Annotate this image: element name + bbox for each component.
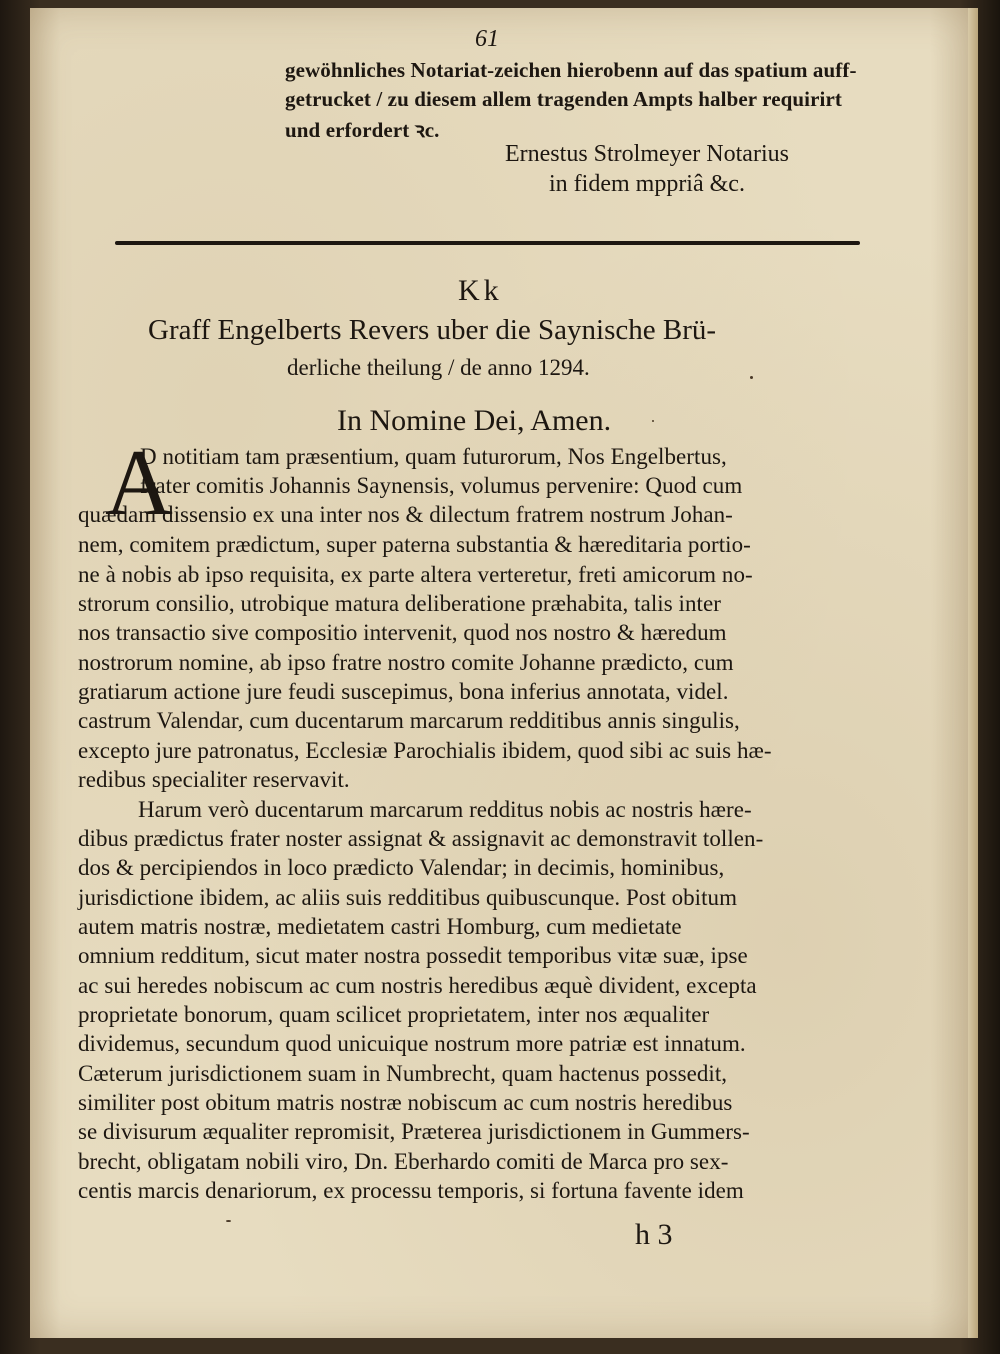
body-line: brecht, obligatam nobili viro, Dn. Eberhardo comiti de Marca pro sex- <box>78 1149 729 1174</box>
body-line: ac sui heredes nobiscum ac cum nostris heredibus æquè divident, excepta <box>78 973 757 998</box>
section-divider <box>115 241 860 245</box>
body-line: autem matris nostræ, medietatem castri Homburg, cum medietate <box>78 914 682 939</box>
body-line: se divisurum æqualiter repromisit, Præterea jurisdictionem in Gummers- <box>78 1119 750 1144</box>
notary-signature: Ernestus Strolmeyer Notarius <box>505 141 789 167</box>
body-line: nos transactio sive compositio intervenit, quod nos nostro & hæredum <box>78 620 727 645</box>
body-line: nem, comitem prædictum, super paterna substantia & hæreditaria portio- <box>78 532 751 557</box>
body-line: strorum consilio, utrobique matura deliberatione præhabita, talis inter <box>78 591 721 616</box>
section-mark: Kk <box>458 274 503 307</box>
body-line: Cæterum jurisdictionem suam in Numbrecht, quam hactenus possedit, <box>78 1061 728 1086</box>
body-line: omnium redditum, sicut mater nostra possedit temporibus vitæ suæ, ipse <box>78 943 748 968</box>
paper-speck <box>652 420 654 422</box>
body-line: ne à nobis ab ipso requisita, ex parte altera verteretur, freti amicorum no- <box>78 562 753 587</box>
notarial-line-1: gewöhnliches Notariat-zeichen hierobenn auf das spatium auff- <box>285 58 857 82</box>
body-line: jurisdictione ibidem, ac aliis suis redditibus quibuscunque. Post obitum <box>78 885 738 910</box>
body-line: nostrorum nomine, ab ipso fratre nostro comite Johanne prædicto, cum <box>78 650 734 675</box>
notarial-line-2: getrucket / zu diesem allem tragenden Ampts halber requirirt <box>285 87 842 111</box>
body-line: similiter post obitum matris nostræ nobiscum ac cum nostris heredibus <box>78 1090 733 1115</box>
body-line: frater comitis Johannis Saynensis, volumus pervenire: Quod cum <box>140 473 743 498</box>
body-line: D notitiam tam præsentium, quam futurorum, Nos Engelbertus, <box>140 444 727 469</box>
body-line: dibus prædictus frater noster assignat & assignavit ac demonstravit tollen- <box>78 826 764 851</box>
body-line: proprietate bonorum, quam scilicet proprietatem, inter nos æqualiter <box>78 1002 710 1027</box>
book-page <box>30 8 978 1338</box>
body-line: castrum Valendar, cum ducentarum marcarum redditibus annis singulis, <box>78 708 740 733</box>
paper-speck <box>226 1220 231 1222</box>
body-line: gratiarum actione jure feudi suscepimus, bona inferius annotata, videl. <box>78 679 729 704</box>
paper-speck <box>750 376 753 379</box>
notarial-line-3: und erfordert ꝛc. <box>285 118 440 142</box>
body-line: centis marcis denariorum, ex processu temporis, si fortuna favente idem <box>78 1178 744 1203</box>
document-heading-line-2: derliche theilung / de anno 1294. <box>287 355 590 380</box>
drop-capital: A <box>105 431 173 535</box>
page-number: 61 <box>475 26 499 52</box>
document-heading-line-1: Graff Engelberts Revers uber die Saynische Brü- <box>148 314 717 346</box>
body-line: dos & percipiendos in loco prædicto Valendar; in decimis, hominibus, <box>78 855 725 880</box>
body-line: redibus specialiter reservavit. <box>78 767 350 792</box>
body-line: quædam dissensio ex una inter nos & dilectum fratrem nostrum Johan- <box>78 502 733 527</box>
body-line: excepto jure patronatus, Ecclesiæ Parochialis ibidem, quod sibi ac suis hæ- <box>78 738 772 763</box>
page-edge <box>968 8 978 1338</box>
printer-signature-mark: h 3 <box>635 1218 673 1251</box>
body-line: Harum verò ducentarum marcarum redditus nobis ac nostris hære- <box>138 797 752 822</box>
invocation: In Nomine Dei, Amen. <box>337 404 612 437</box>
body-line: dividemus, secundum quod unicuique nostrum more patriæ est innatum. <box>78 1031 746 1056</box>
notary-attestation: in fidem mppriâ &c. <box>549 171 745 197</box>
